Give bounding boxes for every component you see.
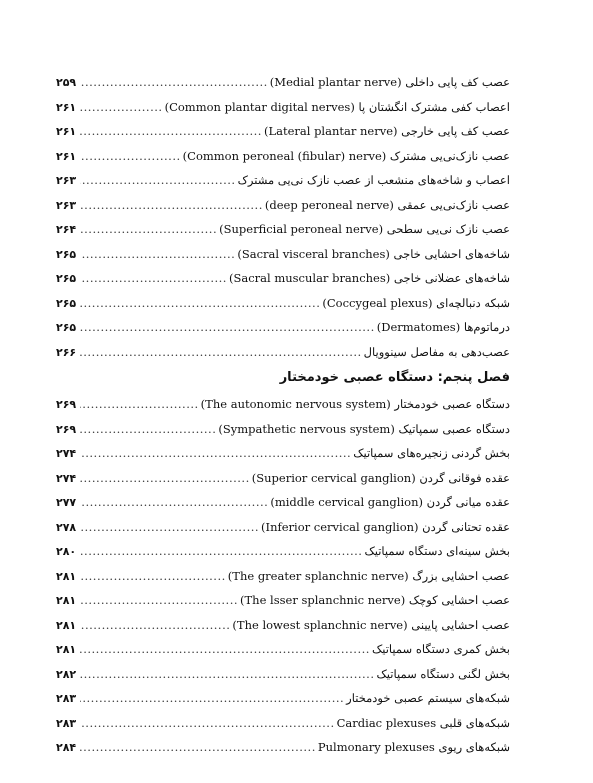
- toc-entry-title: عصب نازک نی‌یی سطحی (Superficial peroneal nerve): [219, 222, 510, 236]
- dot-leader: [80, 392, 199, 417]
- toc-entry-page-number: ۲۷۷: [56, 496, 77, 509]
- toc-entry-title: عقده فوقانی گردن (Superior cervical ganglion): [251, 470, 510, 485]
- toc-entry: [56, 95, 510, 120]
- dot-leader: [80, 613, 230, 638]
- dot-leader: [80, 119, 262, 144]
- toc-entry: [56, 70, 510, 95]
- dot-leader: [80, 588, 238, 613]
- toc-entry-title: بخش گردنی زنجیره‌های سمپاتیک: [353, 446, 510, 460]
- toc-entry-title: اعصاب کفی مشترک انگشتان پا (Common plantar digital nerves): [164, 99, 510, 114]
- dot-leader: [80, 417, 216, 442]
- dot-leader: [80, 466, 250, 491]
- dot-leader: [80, 291, 320, 316]
- toc-entry-title: عصب کف پایی داخلی (Medial plantar nerve): [269, 75, 510, 89]
- dot-leader: [80, 193, 263, 218]
- dot-leader: [80, 242, 235, 267]
- toc-entry-page-number: ۲۸۱: [56, 569, 77, 583]
- toc-entry-title: اعصاب و شاخه‌های منشعب از عصب نازک نی‌یی مشترک: [237, 173, 510, 187]
- toc-entry: [56, 392, 510, 417]
- toc-entry-page-number: ۲۸۳: [56, 692, 77, 705]
- toc-entry-title: عصب نازک‌نی‌یی عمقی (deep peroneal nerve): [264, 197, 510, 212]
- toc-entry-page-number: ۲۸۱: [56, 618, 77, 632]
- toc-entry-title: شبکه‌های ریوی Pulmonary plexuses: [317, 740, 510, 754]
- toc-section-b: [56, 392, 510, 760]
- toc-entry-title: شبکه دنبالچه‌ای (Coccygeal plexus): [322, 295, 510, 310]
- toc-entry-title: عقده میانی گردن (middle cervical ganglion): [270, 495, 510, 509]
- toc-entry-title: شاخه‌های احشایی خاجی (Sacral visceral branches): [237, 246, 510, 261]
- table-of-contents: [56, 70, 510, 760]
- toc-entry-title: عصب احشایی پایینی (The lowest splanchnic nerve): [232, 617, 510, 632]
- toc-entry-page-number: ۲۷۴: [56, 447, 77, 460]
- dot-leader: [80, 70, 268, 95]
- toc-entry: [56, 466, 510, 491]
- toc-entry-page-number: ۲۸۱: [56, 643, 77, 656]
- dot-leader: [80, 95, 163, 120]
- toc-entry-title: دستگاه عصبی خودمختار (The autonomic nervous system): [200, 397, 510, 411]
- toc-entry-title: شبکه‌های سیستم عصبی خودمختار: [346, 691, 510, 705]
- toc-entry: [56, 613, 510, 638]
- toc-entry-title: عصب احشایی کوچک (The lsser splanchnic nerve): [240, 593, 510, 607]
- toc-entry-page-number: ۲۸۳: [56, 716, 77, 730]
- toc-entry: [56, 588, 510, 613]
- dot-leader: [80, 144, 181, 169]
- toc-entry: [56, 686, 510, 711]
- toc-entry-title: بخش سینه‌ای دستگاه سمپاتیک: [364, 544, 510, 558]
- toc-entry: [56, 217, 510, 242]
- toc-entry: [56, 168, 510, 193]
- dot-leader: [80, 539, 362, 564]
- toc-entry-page-number: ۲۶۳: [56, 174, 77, 187]
- toc-entry: [56, 266, 510, 291]
- toc-entry: [56, 144, 510, 169]
- toc-entry-title: عصب کف پایی خارجی (Lateral plantar nerve): [263, 124, 510, 138]
- toc-entry: [56, 242, 510, 267]
- dot-leader: [80, 340, 362, 365]
- toc-entry-title: بخش کمری دستگاه سمپاتیک: [371, 642, 510, 656]
- toc-entry: [56, 662, 510, 687]
- toc-entry-page-number: ۲۷۸: [56, 520, 77, 534]
- toc-entry-page-number: ۲۶۶: [56, 345, 77, 359]
- dot-leader: [80, 662, 375, 687]
- dot-leader: [80, 315, 375, 340]
- toc-entry: [56, 315, 510, 340]
- toc-entry: [56, 490, 510, 515]
- toc-entry-page-number: ۲۶۵: [56, 247, 77, 261]
- toc-entry-page-number: ۲۶۱: [56, 125, 77, 138]
- toc-entry-title: شبکه‌های قلبی Cardiac plexuses: [336, 715, 510, 730]
- toc-entry: [56, 735, 510, 760]
- dot-leader: [80, 217, 217, 242]
- toc-entry: [56, 564, 510, 589]
- toc-entry-page-number: ۲۶۵: [56, 272, 77, 285]
- dot-leader: [80, 168, 236, 193]
- toc-entry-page-number: ۲۸۴: [56, 741, 77, 754]
- toc-entry-title: شاخه‌های عضلانی خاجی (Sacral muscular branches): [228, 271, 510, 285]
- toc-entry: [56, 291, 510, 316]
- dot-leader: [80, 266, 227, 291]
- toc-entry-page-number: ۲۶۵: [56, 321, 77, 334]
- toc-entry-title: عصب نازک‌نی‌یی مشترک (Common peroneal (fibular) nerve): [182, 148, 510, 163]
- toc-entry-title: عصب‌دهی به مفاصل سینوویال: [363, 344, 510, 359]
- toc-entry-page-number: ۲۵۹: [56, 76, 77, 89]
- toc-entry: [56, 637, 510, 662]
- toc-entry-title: درماتوم‌ها (Dermatomes): [376, 320, 510, 334]
- dot-leader: [80, 637, 370, 662]
- dot-leader: [80, 564, 226, 589]
- toc-entry: [56, 119, 510, 144]
- toc-entry: [56, 539, 510, 564]
- dot-leader: [80, 735, 316, 760]
- toc-entry-title: دستگاه عصبی سمپاتیک (Sympathetic nervous system): [218, 421, 510, 436]
- toc-entry: [56, 417, 510, 442]
- toc-entry: [56, 711, 510, 736]
- toc-entry-title: عقده تحتانی گردن (Inferior cervical ganglion): [261, 519, 510, 534]
- toc-entry-page-number: ۲۶۳: [56, 198, 77, 212]
- toc-entry-page-number: ۲۸۱: [56, 594, 77, 607]
- toc-entry-page-number: ۲۷۴: [56, 471, 77, 485]
- toc-entry-page-number: ۲۶۱: [56, 149, 77, 163]
- toc-entry-page-number: ۲۸۲: [56, 667, 77, 681]
- dot-leader: [80, 441, 351, 466]
- dot-leader: [80, 490, 268, 515]
- dot-leader: [80, 515, 259, 540]
- toc-entry: [56, 193, 510, 218]
- chapter-heading: فصل پنجم: دستگاه عصبی خودمختار: [279, 370, 510, 385]
- toc-entry: [56, 515, 510, 540]
- toc-entry: [56, 441, 510, 466]
- toc-entry-title: بخش لگنی دستگاه سمپاتیک: [376, 666, 510, 681]
- toc-entry-page-number: ۲۶۹: [56, 398, 77, 411]
- toc-entry: [56, 340, 510, 365]
- dot-leader: [80, 686, 344, 711]
- toc-entry-page-number: ۲۶۴: [56, 223, 77, 236]
- toc-entry-page-number: ۲۶۹: [56, 422, 77, 436]
- toc-section-a: [56, 70, 510, 364]
- toc-entry-page-number: ۲۶۵: [56, 296, 77, 310]
- dot-leader: [80, 711, 335, 736]
- toc-entry-page-number: ۲۶۱: [56, 100, 77, 114]
- toc-entry-page-number: ۲۸۰: [56, 545, 77, 558]
- toc-entry-title: عصب احشایی بزرگ (The greater splanchnic nerve): [227, 568, 510, 583]
